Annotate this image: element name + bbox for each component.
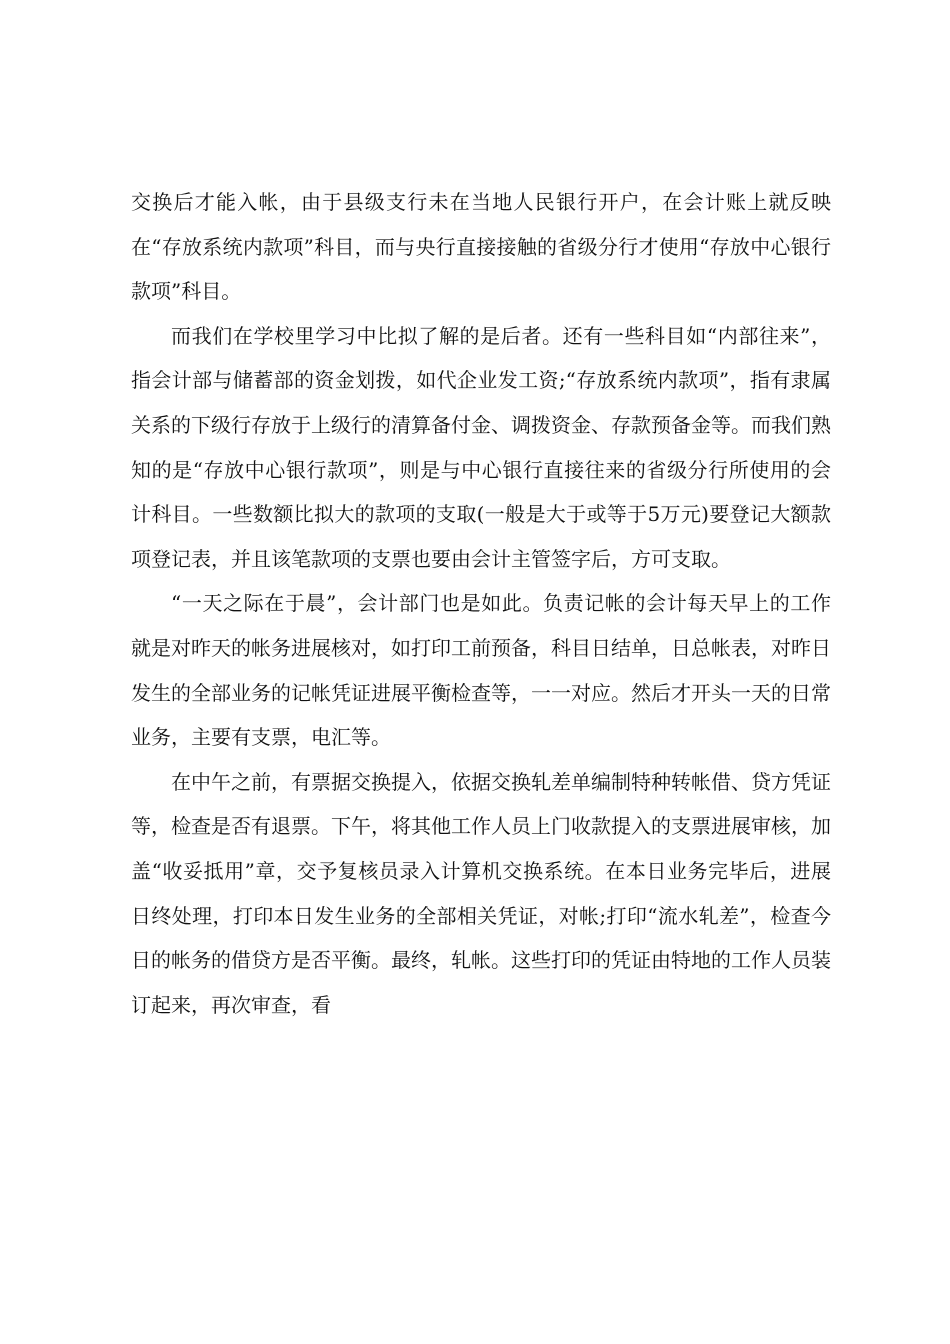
paragraph-2: 而我们在学校里学习中比拟了解的是后者。还有一些科目如“内部往来”，指会计部与储蓄部的资金划拨，如代企业发工资;“存放系统内款项”，指有隶属关系的下级行存放于上级行的清算备付金、调拨资金、存款预备金等。而我们熟知的是“存放中心银行款项”，则是与中心银行直接往来的省级分行所使用的会计科目。一些数额比拟大的款项的支取(一般是大于或等于5万元)要登记大额款项登记表，并且该笔款项的支票也要由会计主管签字后，方可支取。 <box>131 323 831 571</box>
body-text <box>131 180 831 1027</box>
paragraph-1: 交换后才能入帐，由于县级支行未在当地人民银行开户，在会计账上就反映在“存放系统内款项”科目，而与央行直接接触的省级分行才使用“存放中心银行款项”科目。 <box>131 190 831 304</box>
paragraph-3: “一天之际在于晨”，会计部门也是如此。负责记帐的会计每天早上的工作就是对昨天的帐务进展核对，如打印工前预备，科目日结单，日总帐表，对昨日发生的全部业务的记帐凭证进展平衡检查等，一一对应。然后才开头一天的日常业务，主要有支票，电汇等。 <box>131 591 831 750</box>
paragraph-4: 在中午之前，有票据交换提入，依据交换轧差单编制特种转帐借、贷方凭证等，检查是否有退票。下午，将其他工作人员上门收款提入的支票进展审核，加盖“收妥抵用”章，交予复核员录入计算机交换系统。在本日业务完毕后，进展日终处理，打印本日发生业务的全部相关凭证，对帐;打印“流水轧差”，检查今日的帐务的借贷方是否平衡。最终，轧帐。这些打印的凭证由特地的工作人员装订起来，再次审查，看 <box>131 769 831 1017</box>
